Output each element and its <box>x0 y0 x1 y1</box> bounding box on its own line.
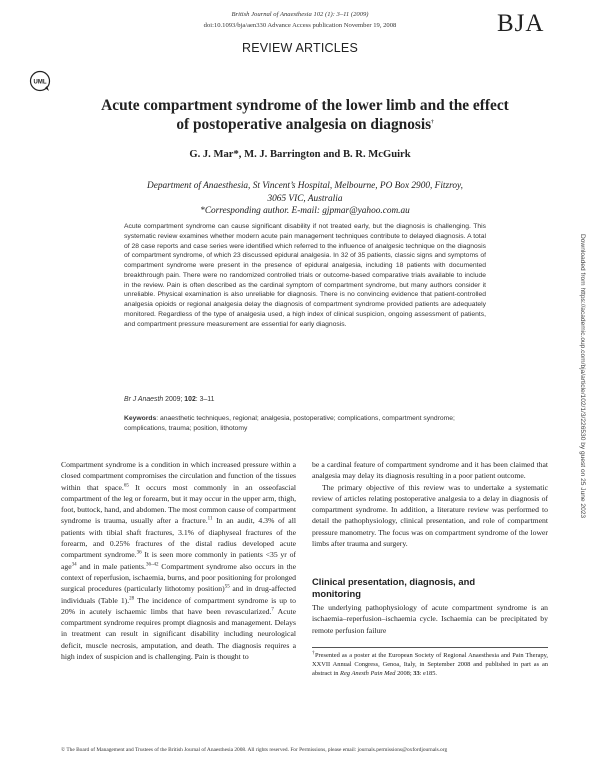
affiliation-line-1: Department of Anaesthesia, St Vincent’s Hospital, Melbourne, PO Box 2900, Fitzroy, <box>147 181 463 191</box>
title-footnote-mark: † <box>431 119 434 125</box>
paragraph: The primary objective of this review was to undertake a systematic review of articles relating postoperative analgesia to a delay in diagnosis of compartment syndrome. In addition, a literature review was performed to detail the pathophysiology, clinical presentation, and role of compartment pressure manometry. The focus was on compartment syndrome of the lower limbs after trauma and surgery. <box>312 482 548 549</box>
authors: G. J. Mar*, M. J. Barrington and B. R. McGuirk <box>189 149 411 160</box>
citation <box>124 396 486 403</box>
keywords-label: Keywords <box>124 415 157 422</box>
footnote: †Presented as a poster at the European Society of Regional Anaesthesia and Pain Therapy, XXVII Annual Congress, Genoa, Italy, in September 2008 and published in part as an abstract in Reg Anesth Pain Med 2008; 33: e185. <box>312 650 549 678</box>
footnote-divider <box>312 647 548 648</box>
affiliation <box>110 180 500 218</box>
section-label: REVIEW ARTICLES <box>242 41 358 55</box>
citation-journal: Br J Anaesth <box>124 396 164 403</box>
unlocked-access-icon <box>29 70 51 92</box>
citation-year: 2009; <box>165 396 183 403</box>
journal-logo: BJA <box>497 10 545 37</box>
title-line-2: of postoperative analgesia on diagnosis <box>176 116 432 133</box>
download-side-note: Downloaded from https://academic.oup.com/bja/article/102/1/3/226530 by guest on 25 June 2023 <box>579 234 586 519</box>
article-title <box>70 96 540 134</box>
title-line-1: Acute compartment syndrome of the lower limb and the effect <box>101 97 509 114</box>
citation-pages: : 3–11 <box>195 396 215 403</box>
abstract: Acute compartment syndrome can cause significant disability if not treated early, but the diagnosis is challenging. This systematic review examines whether modern acute pain management techniques contribute to delayed diagnosis. A total of 28 case reports and case series were identified which referred to the influence of analgesic technique on the diagnosis of compartment syndrome, of which 23 discussed epidural analgesia. In 32 of 35 patients, classic signs and symptoms of compartment syndrome were present in the presence of epidural analgesia, including 18 patients with documented breakthrough pain. There were no randomized controlled trials or outcome-based comparative trials available to include in the review. Pain is often described as the cardinal symptom of compartment syndrome, but many authors consider it unreliable. Physical examination is also unreliable for diagnosis. There is no convincing evidence that patient-controlled analgesia opioids or regional analgesia delay the diagnosis of compartment syndrome provided patients are adequately monitored. Regardless of the type of analgesia used, a high index of clinical suspicion, ongoing assessment of patients, and compartment pressure measurement are essential for early diagnosis. <box>124 223 486 328</box>
paragraph: Compartment syndrome is a condition in which increased pressure within a closed compartment compromises the circulation and function of the tissues within that space.$^{65}$ It occurs most commonly in an osseofascial compartment of the leg or forearm, but it may occur in the upper arm, thigh, foot, buttock, hand, and abdomen. The most common cause of compartment syndrome is trauma, usually after a fracture.$^{11}$ In an audit, 4.3% of all patients with tibial shaft fractures, 3.1% of diaphyseal fractures of the forearm, and 0.25% fractures of the distal radius developed acute compartment syndrome.$^{36}$ It is seen more commonly in patients <35 yr of age$^{34}$ and in male patients.$^{36-42}$ Compartment syndrome also occurs in the context of reperfusion, ischaemia, burns, and poor positioning for prolonged surgical procedures (particularly lithotomy position)$^{55}$ and in drug-affected individuals (Table 1).$^{28}$ The incidence of compartment syndrome is up to 20% in acutely ischaemic limbs that have been revascularized.$^7$ Acute compartment syndrome requires prompt diagnosis and management. Delays in treatment can result in significant disability including neurological deficit, muscle necrosis, amputation, and death. The diagnosis requires a high index of suspicion and is challenging. Pain is thought to <box>61 460 297 662</box>
body-left-column <box>61 459 296 662</box>
corresponding-author: *Corresponding author. E-mail: gjpmar@yahoo.com.au <box>200 206 410 216</box>
citation-volume: 102 <box>184 396 196 403</box>
paragraph: be a cardinal feature of compartment syndrome and it has been claimed that analgesia may delay its diagnosis resulting in a poor patient outcome. <box>312 460 548 481</box>
affiliation-line-2: 3065 VIC, Australia <box>267 193 343 204</box>
copyright-footer: © The Board of Management and Trustees of the British Journal of Anaesthesia 2008. All rights reserved. For Permissions, please email: journals.permissions@oxfordjournals.org <box>61 747 448 753</box>
keywords <box>124 414 486 434</box>
paragraph: The underlying pathophysiology of acute compartment syndrome is an ischaemia–reperfusion–ischaemia cycle. Ischaemia can be precipitated by remote perfusion failure <box>312 603 548 635</box>
section-heading: Clinical presentation, diagnosis, and monitoring <box>312 576 476 599</box>
badge-label: UML <box>33 79 47 86</box>
body-right-column-continued <box>312 602 548 636</box>
journal-issue-line: British Journal of Anaesthesia 102 (1): 3–11 (2009) <box>231 11 369 18</box>
keywords-text: : anaesthetic techniques, regional; analgesia, postoperative; complications, compartment syndrome; complications, trauma; position, lithotomy <box>124 415 455 432</box>
doi-line: doi:10.1093/bja/aen330 Advance Access publication November 19, 2008 <box>203 22 397 29</box>
body-right-column <box>312 459 548 549</box>
